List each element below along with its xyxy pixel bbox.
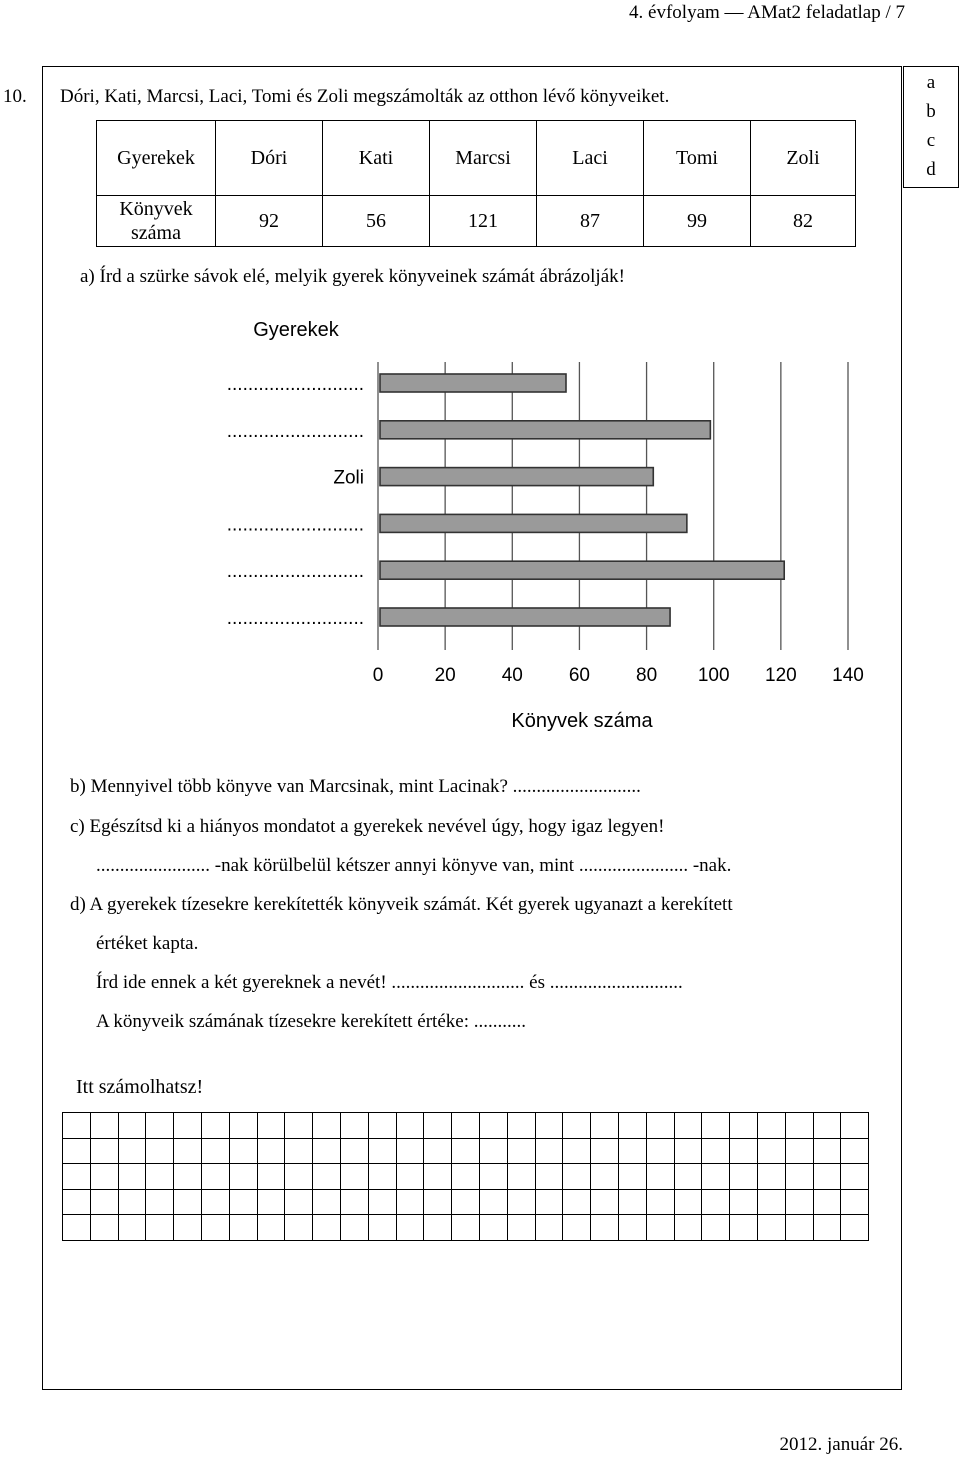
grid-cell[interactable] — [479, 1138, 507, 1164]
score-label-b: b — [926, 101, 936, 122]
grid-cell[interactable] — [757, 1113, 785, 1139]
grid-cell[interactable] — [452, 1189, 480, 1215]
grid-cell[interactable] — [813, 1113, 841, 1139]
table-cell-name: Kati — [323, 121, 430, 196]
grid-cell[interactable] — [313, 1138, 341, 1164]
grid-cell[interactable] — [479, 1189, 507, 1215]
grid-cell[interactable] — [841, 1164, 869, 1190]
grid-cell[interactable] — [618, 1164, 646, 1190]
chart-bar — [380, 561, 784, 579]
chart-x-tick-label: 140 — [832, 665, 864, 686]
table-cell-value: 121 — [430, 196, 537, 247]
grid-cell[interactable] — [452, 1164, 480, 1190]
grid-cell[interactable] — [507, 1189, 535, 1215]
chart-category-label: .......................... — [226, 514, 364, 536]
grid-cell[interactable] — [118, 1138, 146, 1164]
grid-cell[interactable] — [785, 1189, 813, 1215]
table-cell-name: Tomi — [644, 121, 751, 196]
grid-cell[interactable] — [424, 1138, 452, 1164]
grid-cell[interactable] — [174, 1138, 202, 1164]
grid-cell[interactable] — [118, 1113, 146, 1139]
grid-cell[interactable] — [368, 1138, 396, 1164]
grid-cell[interactable] — [396, 1138, 424, 1164]
chart-x-tick-label: 40 — [501, 665, 523, 686]
grid-cell[interactable] — [813, 1215, 841, 1241]
chart-bar — [380, 374, 566, 392]
grid-cell[interactable] — [340, 1189, 368, 1215]
table-row-header-children: Gyerekek — [97, 121, 216, 196]
grid-cell[interactable] — [285, 1215, 313, 1241]
grid-cell[interactable] — [730, 1189, 758, 1215]
chart-x-tick-label: 20 — [434, 665, 456, 686]
grid-cell[interactable] — [535, 1189, 563, 1215]
grid-row — [63, 1215, 869, 1241]
grid-cell[interactable] — [785, 1138, 813, 1164]
grid-cell[interactable] — [702, 1138, 730, 1164]
grid-cell[interactable] — [618, 1113, 646, 1139]
grid-cell[interactable] — [591, 1215, 619, 1241]
grid-cell[interactable] — [368, 1113, 396, 1139]
grid-cell[interactable] — [507, 1215, 535, 1241]
grid-cell[interactable] — [174, 1164, 202, 1190]
grid-cell[interactable] — [813, 1138, 841, 1164]
grid-cell[interactable] — [674, 1138, 702, 1164]
grid-cell[interactable] — [535, 1215, 563, 1241]
grid-cell[interactable] — [63, 1189, 91, 1215]
grid-cell[interactable] — [257, 1215, 285, 1241]
grid-cell[interactable] — [90, 1138, 118, 1164]
grid-cell[interactable] — [368, 1189, 396, 1215]
grid-cell[interactable] — [201, 1164, 229, 1190]
question-d-line2: értéket kapta. — [96, 933, 199, 954]
grid-cell[interactable] — [118, 1164, 146, 1190]
grid-cell[interactable] — [118, 1189, 146, 1215]
grid-row — [63, 1113, 869, 1139]
grid-cell[interactable] — [257, 1138, 285, 1164]
grid-cell[interactable] — [285, 1138, 313, 1164]
grid-cell[interactable] — [535, 1138, 563, 1164]
grid-cell[interactable] — [674, 1189, 702, 1215]
table-cell-name: Zoli — [751, 121, 856, 196]
grid-cell[interactable] — [591, 1113, 619, 1139]
grid-cell[interactable] — [757, 1215, 785, 1241]
grid-cell[interactable] — [201, 1189, 229, 1215]
grid-cell[interactable] — [118, 1215, 146, 1241]
page-header-title: 4. évfolyam — AMat2 feladatlap / 7 — [629, 2, 905, 23]
grid-cell[interactable] — [285, 1113, 313, 1139]
score-label-a: a — [926, 72, 936, 93]
grid-cell[interactable] — [841, 1138, 869, 1164]
grid-cell[interactable] — [702, 1189, 730, 1215]
grid-cell[interactable] — [396, 1215, 424, 1241]
books-table — [96, 120, 856, 247]
grid-cell[interactable] — [479, 1164, 507, 1190]
grid-cell[interactable] — [340, 1164, 368, 1190]
task-intro: Dóri, Kati, Marcsi, Laci, Tomi és Zoli megszámolták az otthon lévő könyveiket. — [60, 86, 670, 107]
grid-cell[interactable] — [201, 1215, 229, 1241]
bar-chart — [0, 300, 960, 740]
grid-cell[interactable] — [201, 1138, 229, 1164]
grid-cell[interactable] — [507, 1138, 535, 1164]
grid-cell[interactable] — [535, 1164, 563, 1190]
chart-category-label: .......................... — [226, 374, 364, 395]
grid-cell[interactable] — [396, 1164, 424, 1190]
grid-cell[interactable] — [730, 1113, 758, 1139]
chart-bar — [380, 514, 687, 532]
grid-cell[interactable] — [146, 1138, 174, 1164]
grid-cell[interactable] — [563, 1113, 591, 1139]
grid-cell[interactable] — [63, 1113, 91, 1139]
grid-cell[interactable] — [285, 1164, 313, 1190]
table-cell-value: 82 — [751, 196, 856, 247]
grid-row — [63, 1138, 869, 1164]
grid-cell[interactable] — [591, 1189, 619, 1215]
grid-cell[interactable] — [591, 1138, 619, 1164]
table-row-names — [97, 121, 856, 196]
score-box — [903, 66, 959, 188]
grid-cell[interactable] — [785, 1113, 813, 1139]
grid-cell[interactable] — [563, 1215, 591, 1241]
grid-cell[interactable] — [646, 1189, 674, 1215]
grid-cell[interactable] — [757, 1138, 785, 1164]
chart-x-tick-label: 120 — [765, 665, 797, 686]
table-cell-name: Dóri — [216, 121, 323, 196]
table-row-values — [97, 196, 856, 247]
table-row-header-books: Könyvek száma — [97, 196, 216, 247]
grid-cell[interactable] — [730, 1164, 758, 1190]
grid-cell[interactable] — [757, 1164, 785, 1190]
grid-cell[interactable] — [257, 1164, 285, 1190]
grid-cell[interactable] — [563, 1138, 591, 1164]
table-cell-value: 87 — [537, 196, 644, 247]
grid-cell[interactable] — [563, 1164, 591, 1190]
chart-category-label: .......................... — [226, 608, 364, 629]
grid-cell[interactable] — [618, 1138, 646, 1164]
chart-title: Gyerekek — [253, 319, 339, 341]
score-label-c: c — [926, 130, 936, 151]
grid-cell[interactable] — [730, 1215, 758, 1241]
grid-cell[interactable] — [452, 1215, 480, 1241]
grid-cell[interactable] — [563, 1189, 591, 1215]
chart-x-tick-label: 60 — [568, 665, 590, 686]
question-d-line3: Írd ide ennek a két gyereknek a nevét! ............................ és ............................ — [96, 972, 683, 993]
grid-cell[interactable] — [146, 1113, 174, 1139]
grid-cell[interactable] — [424, 1215, 452, 1241]
footer-date: 2012. január 26. — [779, 1434, 903, 1455]
grid-cell[interactable] — [618, 1215, 646, 1241]
chart-bar — [380, 608, 670, 626]
table-cell-value: 92 — [216, 196, 323, 247]
chart-x-axis-label: Könyvek száma — [511, 710, 653, 732]
grid-cell[interactable] — [63, 1138, 91, 1164]
chart-category-label: Zoli — [333, 467, 364, 489]
grid-cell[interactable] — [229, 1189, 257, 1215]
grid-cell[interactable] — [313, 1215, 341, 1241]
grid-cell[interactable] — [424, 1164, 452, 1190]
grid-cell[interactable] — [841, 1189, 869, 1215]
grid-cell[interactable] — [146, 1164, 174, 1190]
grid-cell[interactable] — [507, 1164, 535, 1190]
grid-cell[interactable] — [396, 1189, 424, 1215]
grid-cell[interactable] — [424, 1113, 452, 1139]
grid-cell[interactable] — [368, 1215, 396, 1241]
grid-cell[interactable] — [813, 1189, 841, 1215]
calculation-grid[interactable] — [62, 1112, 869, 1241]
chart-x-tick-label: 80 — [636, 665, 658, 686]
grid-row — [63, 1189, 869, 1215]
grid-cell[interactable] — [646, 1215, 674, 1241]
grid-cell[interactable] — [479, 1215, 507, 1241]
grid-cell[interactable] — [785, 1164, 813, 1190]
workspace-label: Itt számolhatsz! — [76, 1076, 204, 1098]
grid-cell[interactable] — [90, 1164, 118, 1190]
table-cell-name: Laci — [537, 121, 644, 196]
grid-cell[interactable] — [646, 1138, 674, 1164]
grid-cell[interactable] — [229, 1215, 257, 1241]
grid-cell[interactable] — [229, 1138, 257, 1164]
chart-category-label: .......................... — [226, 561, 364, 583]
grid-cell[interactable] — [340, 1138, 368, 1164]
grid-cell[interactable] — [702, 1164, 730, 1190]
grid-cell[interactable] — [257, 1189, 285, 1215]
grid-cell[interactable] — [507, 1113, 535, 1139]
table-cell-name: Marcsi — [430, 121, 537, 196]
table-cell-value: 99 — [644, 196, 751, 247]
grid-cell[interactable] — [90, 1189, 118, 1215]
grid-cell[interactable] — [90, 1113, 118, 1139]
grid-cell[interactable] — [452, 1113, 480, 1139]
question-c-sentence: ........................ -nak körülbelül kétszer annyi könyve van, mint ....................... -nak. — [96, 855, 732, 876]
grid-cell[interactable] — [702, 1113, 730, 1139]
grid-cell[interactable] — [201, 1113, 229, 1139]
grid-cell[interactable] — [702, 1215, 730, 1241]
chart-x-tick-label: 100 — [697, 665, 730, 686]
grid-cell[interactable] — [757, 1189, 785, 1215]
grid-cell[interactable] — [174, 1189, 202, 1215]
question-d-line1: d) A gyerekek tízesekre kerekítették könyveik számát. Két gyerek ugyanazt a kerekített — [70, 894, 733, 915]
grid-cell[interactable] — [340, 1113, 368, 1139]
chart-category-label: .......................... — [226, 420, 364, 442]
grid-cell[interactable] — [90, 1215, 118, 1241]
grid-cell[interactable] — [146, 1215, 174, 1241]
grid-cell[interactable] — [841, 1215, 869, 1241]
chart-x-tick-label: 0 — [372, 665, 384, 686]
grid-cell[interactable] — [618, 1189, 646, 1215]
grid-cell[interactable] — [813, 1164, 841, 1190]
table-cell-value: 56 — [323, 196, 430, 247]
grid-cell[interactable] — [63, 1215, 91, 1241]
grid-cell[interactable] — [785, 1215, 813, 1241]
grid-cell[interactable] — [424, 1189, 452, 1215]
grid-cell[interactable] — [313, 1113, 341, 1139]
grid-cell[interactable] — [63, 1164, 91, 1190]
grid-cell[interactable] — [146, 1189, 174, 1215]
grid-cell[interactable] — [229, 1113, 257, 1139]
task-number: 10. — [3, 86, 27, 107]
question-d-line4: A könyveik számának tízesekre kerekített értéke: ........... — [96, 1011, 526, 1032]
grid-cell[interactable] — [646, 1164, 674, 1190]
question-c: c) Egészítsd ki a hiányos mondatot a gyerekek nevével úgy, hogy igaz legyen! — [70, 816, 665, 837]
grid-row — [63, 1164, 869, 1190]
grid-cell[interactable] — [841, 1113, 869, 1139]
grid-cell[interactable] — [730, 1138, 758, 1164]
grid-cell[interactable] — [535, 1113, 563, 1139]
question-a: a) Írd a szürke sávok elé, melyik gyerek könyveinek számát ábrázolják! — [80, 266, 625, 287]
grid-cell[interactable] — [674, 1113, 702, 1139]
grid-cell[interactable] — [340, 1215, 368, 1241]
grid-cell[interactable] — [285, 1189, 313, 1215]
grid-cell[interactable] — [396, 1113, 424, 1139]
chart-bar — [380, 421, 710, 439]
grid-cell[interactable] — [257, 1113, 285, 1139]
grid-cell[interactable] — [229, 1164, 257, 1190]
score-label-d: d — [926, 159, 936, 180]
grid-cell[interactable] — [174, 1113, 202, 1139]
grid-cell[interactable] — [674, 1215, 702, 1241]
grid-cell[interactable] — [646, 1113, 674, 1139]
question-b: b) Mennyivel több könyve van Marcsinak, mint Lacinak? ........................... — [70, 776, 641, 797]
grid-cell[interactable] — [313, 1164, 341, 1190]
grid-cell[interactable] — [591, 1164, 619, 1190]
grid-cell[interactable] — [452, 1138, 480, 1164]
grid-cell[interactable] — [479, 1113, 507, 1139]
grid-cell[interactable] — [368, 1164, 396, 1190]
grid-cell[interactable] — [313, 1189, 341, 1215]
chart-bar — [380, 468, 653, 486]
grid-cell[interactable] — [174, 1215, 202, 1241]
grid-cell[interactable] — [674, 1164, 702, 1190]
